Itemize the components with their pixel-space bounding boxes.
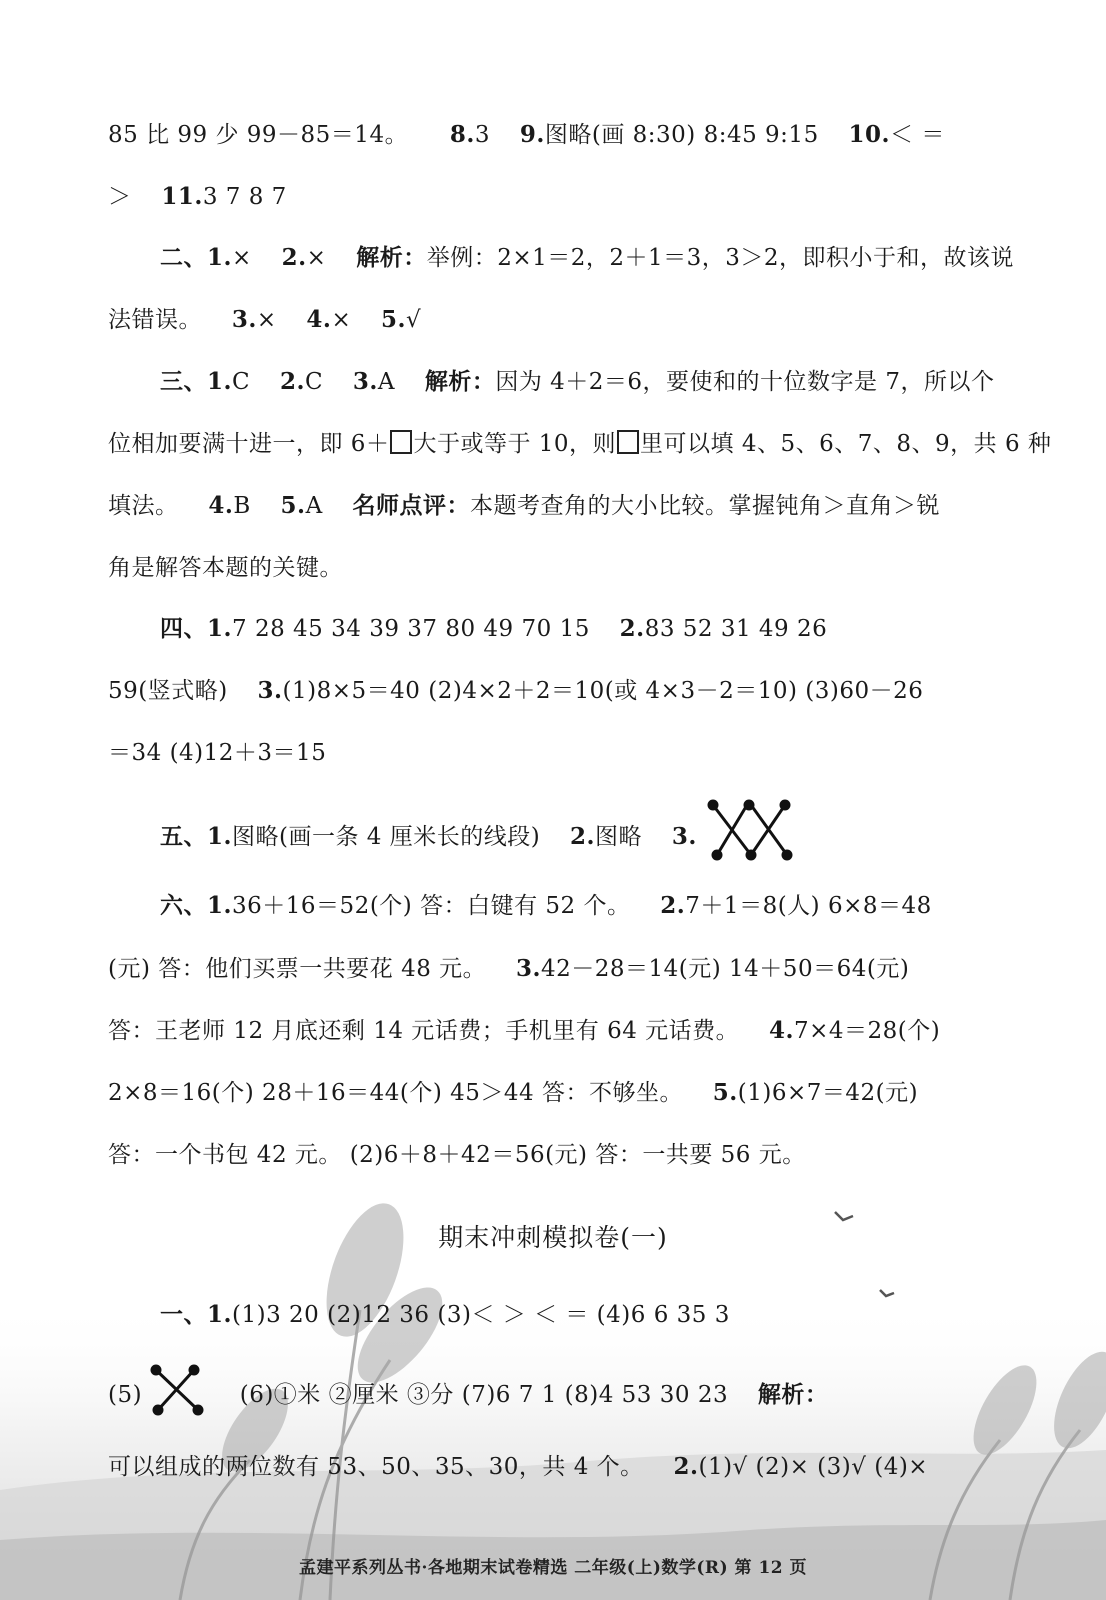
- answer-line-2: [108, 182, 287, 212]
- item-number: 8.: [449, 121, 475, 148]
- answer-line-4: [108, 305, 421, 335]
- page-footer: 孟建平系列丛书·各地期末试卷精选 二年级(上)数学(R) 第 12 页: [298, 1558, 808, 1578]
- item-answer: (1)√ (2)× (3)√ (4)×: [698, 1454, 929, 1480]
- analysis-text: 举例：2×1＝2，2＋1＝3，3＞2，即积小于和，故该说: [426, 245, 1015, 271]
- item-number: 3.: [231, 306, 257, 333]
- item-number: 2.: [619, 615, 645, 642]
- item-number: 3.: [671, 823, 697, 850]
- item-answer: (1)3 20 (2)12 36 (3)＜ ＞ ＜ ＝ (4)6 6 35 3: [232, 1302, 730, 1328]
- item-answer: C: [304, 369, 324, 395]
- line-text: 2×8＝16(个) 28＋16＝44(个) 45＞44 答：不够坐。: [108, 1080, 683, 1106]
- answer-line-11: [108, 738, 326, 768]
- answer-line-20: [108, 1452, 928, 1482]
- item-answer: 7＋1＝8(人) 6×8＝48: [685, 893, 932, 919]
- item-answer: ×: [232, 245, 252, 271]
- item-number: 2.: [279, 368, 305, 395]
- item-answer: C: [232, 369, 251, 395]
- item-number: 3.: [515, 955, 541, 982]
- answer-line-17: [108, 1140, 806, 1170]
- item-answer: (1)6×7＝42(元): [737, 1080, 919, 1106]
- item-answer: 83 52 31 49 26: [644, 616, 828, 642]
- item-answer: ＞: [108, 184, 132, 210]
- item-answer: 图略(画 8:30) 8:45 9:15: [544, 122, 819, 148]
- item-answer: 图略: [595, 824, 643, 850]
- matching-lines-figure: [705, 799, 797, 861]
- blank-box: [617, 430, 639, 454]
- item-answer: 3: [474, 122, 491, 148]
- item-number: 9.: [519, 121, 545, 148]
- item-number: 2.: [673, 1453, 699, 1480]
- item-answer: 7 28 45 34 39 37 80 49 70 15: [232, 616, 590, 642]
- item-number: 10.: [848, 121, 891, 148]
- section-number: 二、: [160, 244, 207, 271]
- answer-line-1: [108, 120, 945, 150]
- item-number: 5.: [381, 306, 407, 333]
- analysis-text: 因为 4＋2＝6，要使和的十位数字是 7，所以个: [495, 369, 995, 395]
- item-number: 1.: [207, 1301, 233, 1328]
- item-number: 2.: [281, 244, 307, 271]
- section-number: 五、: [160, 823, 207, 850]
- answer-line-12: [160, 815, 797, 861]
- line-text: (元) 答：他们买票一共要花 48 元。: [108, 956, 487, 982]
- analysis-label: 解析：: [424, 368, 496, 395]
- item-number: 1.: [207, 892, 233, 919]
- answer-line-13: [160, 891, 932, 921]
- line-text: (5): [108, 1382, 143, 1408]
- line-text: 位相加要满十进一，即 6＋: [108, 431, 390, 457]
- answer-line-6: [108, 429, 1051, 459]
- item-number: 1.: [207, 244, 233, 271]
- line-text: 大于或等于 10，则: [413, 431, 617, 457]
- matching-lines-figure-small: [150, 1364, 210, 1416]
- item-answer: 图略(画一条 4 厘米长的线段): [232, 824, 541, 850]
- line-text: ＝34 (4)12＋3＝15: [108, 740, 327, 766]
- item-answer: 3 7 8 7: [202, 184, 287, 210]
- line-text: 里可以填 4、5、6、7、8、9，共 6 种: [640, 431, 1052, 457]
- line-text: 法错误。: [108, 307, 202, 333]
- answer-line-9: [160, 614, 827, 644]
- line-text: 59(竖式略): [108, 678, 228, 704]
- item-number: 1.: [207, 615, 233, 642]
- line-text: 答：王老师 12 月底还剩 14 元话费；手机里有 64 元话费。: [108, 1018, 740, 1044]
- answer-line-3: [160, 243, 1014, 273]
- item-number: 11.: [161, 183, 203, 210]
- item-answer: 42－28＝14(元) 14＋50＝64(元): [540, 956, 910, 982]
- item-number: 2.: [570, 823, 596, 850]
- item-number: 4.: [208, 492, 234, 519]
- analysis-label: 解析：: [757, 1381, 829, 1408]
- line-text: 85 比 99 少 99－85＝14。: [108, 122, 409, 148]
- item-number: 2.: [660, 892, 686, 919]
- item-answer: ×: [306, 245, 327, 271]
- line-text: 可以组成的两位数有 53、50、35、30，共 4 个。: [108, 1454, 644, 1480]
- answer-line-16: [108, 1078, 918, 1108]
- answer-line-5: [160, 367, 994, 397]
- item-number: 1.: [207, 823, 233, 850]
- teacher-comment-label: 名师点评：: [352, 492, 470, 519]
- answer-line-7: [108, 491, 940, 521]
- analysis-label: 解析：: [356, 244, 427, 271]
- item-answer: ＜ ＝: [890, 122, 945, 148]
- teacher-comment-text: 本题考查角的大小比较。掌握钝角＞直角＞锐: [470, 493, 940, 519]
- item-answer: 7×4＝28(个): [794, 1018, 941, 1044]
- section-number: 一、: [160, 1301, 207, 1328]
- item-answer: A: [377, 369, 396, 395]
- exam-title: 期末冲刺模拟卷(一): [438, 1223, 668, 1252]
- line-text: 填法。: [108, 493, 179, 519]
- section-number: 六、: [160, 892, 207, 919]
- item-number: 5.: [280, 492, 306, 519]
- item-answer: B: [233, 493, 251, 519]
- item-number: 3.: [257, 677, 283, 704]
- answer-line-8: [108, 553, 343, 583]
- item-number: 1.: [207, 368, 233, 395]
- item-answer: √: [406, 307, 422, 333]
- section-number: 三、: [160, 368, 207, 395]
- item-number: 4.: [768, 1017, 794, 1044]
- line-text: 角是解答本题的关键。: [108, 555, 343, 581]
- answer-line-15: [108, 1016, 940, 1046]
- item-number: 4.: [306, 306, 332, 333]
- item-answer: (6)①米 ②厘米 ③分 (7)6 7 1 (8)4 53 30 23: [239, 1382, 729, 1408]
- answer-line-10: [108, 676, 923, 706]
- item-answer: ×: [256, 307, 277, 333]
- item-answer: A: [305, 493, 323, 519]
- line-text: 答：一个书包 42 元。 (2)6＋8＋42＝56(元) 答：一共要 56 元。: [108, 1142, 806, 1168]
- item-number: 3.: [352, 368, 378, 395]
- answer-line-18: [160, 1300, 730, 1330]
- blank-box: [390, 430, 412, 454]
- item-number: 5.: [712, 1079, 738, 1106]
- answer-line-19: [108, 1376, 828, 1416]
- item-answer: ×: [331, 307, 352, 333]
- answer-line-14: [108, 954, 909, 984]
- item-answer: 36＋16＝52(个) 答：白键有 52 个。: [232, 893, 631, 919]
- item-answer: (1)8×5＝40 (2)4×2＋2＝10(或 4×3－2＝10) (3)60－26: [282, 678, 924, 704]
- section-number: 四、: [160, 615, 207, 642]
